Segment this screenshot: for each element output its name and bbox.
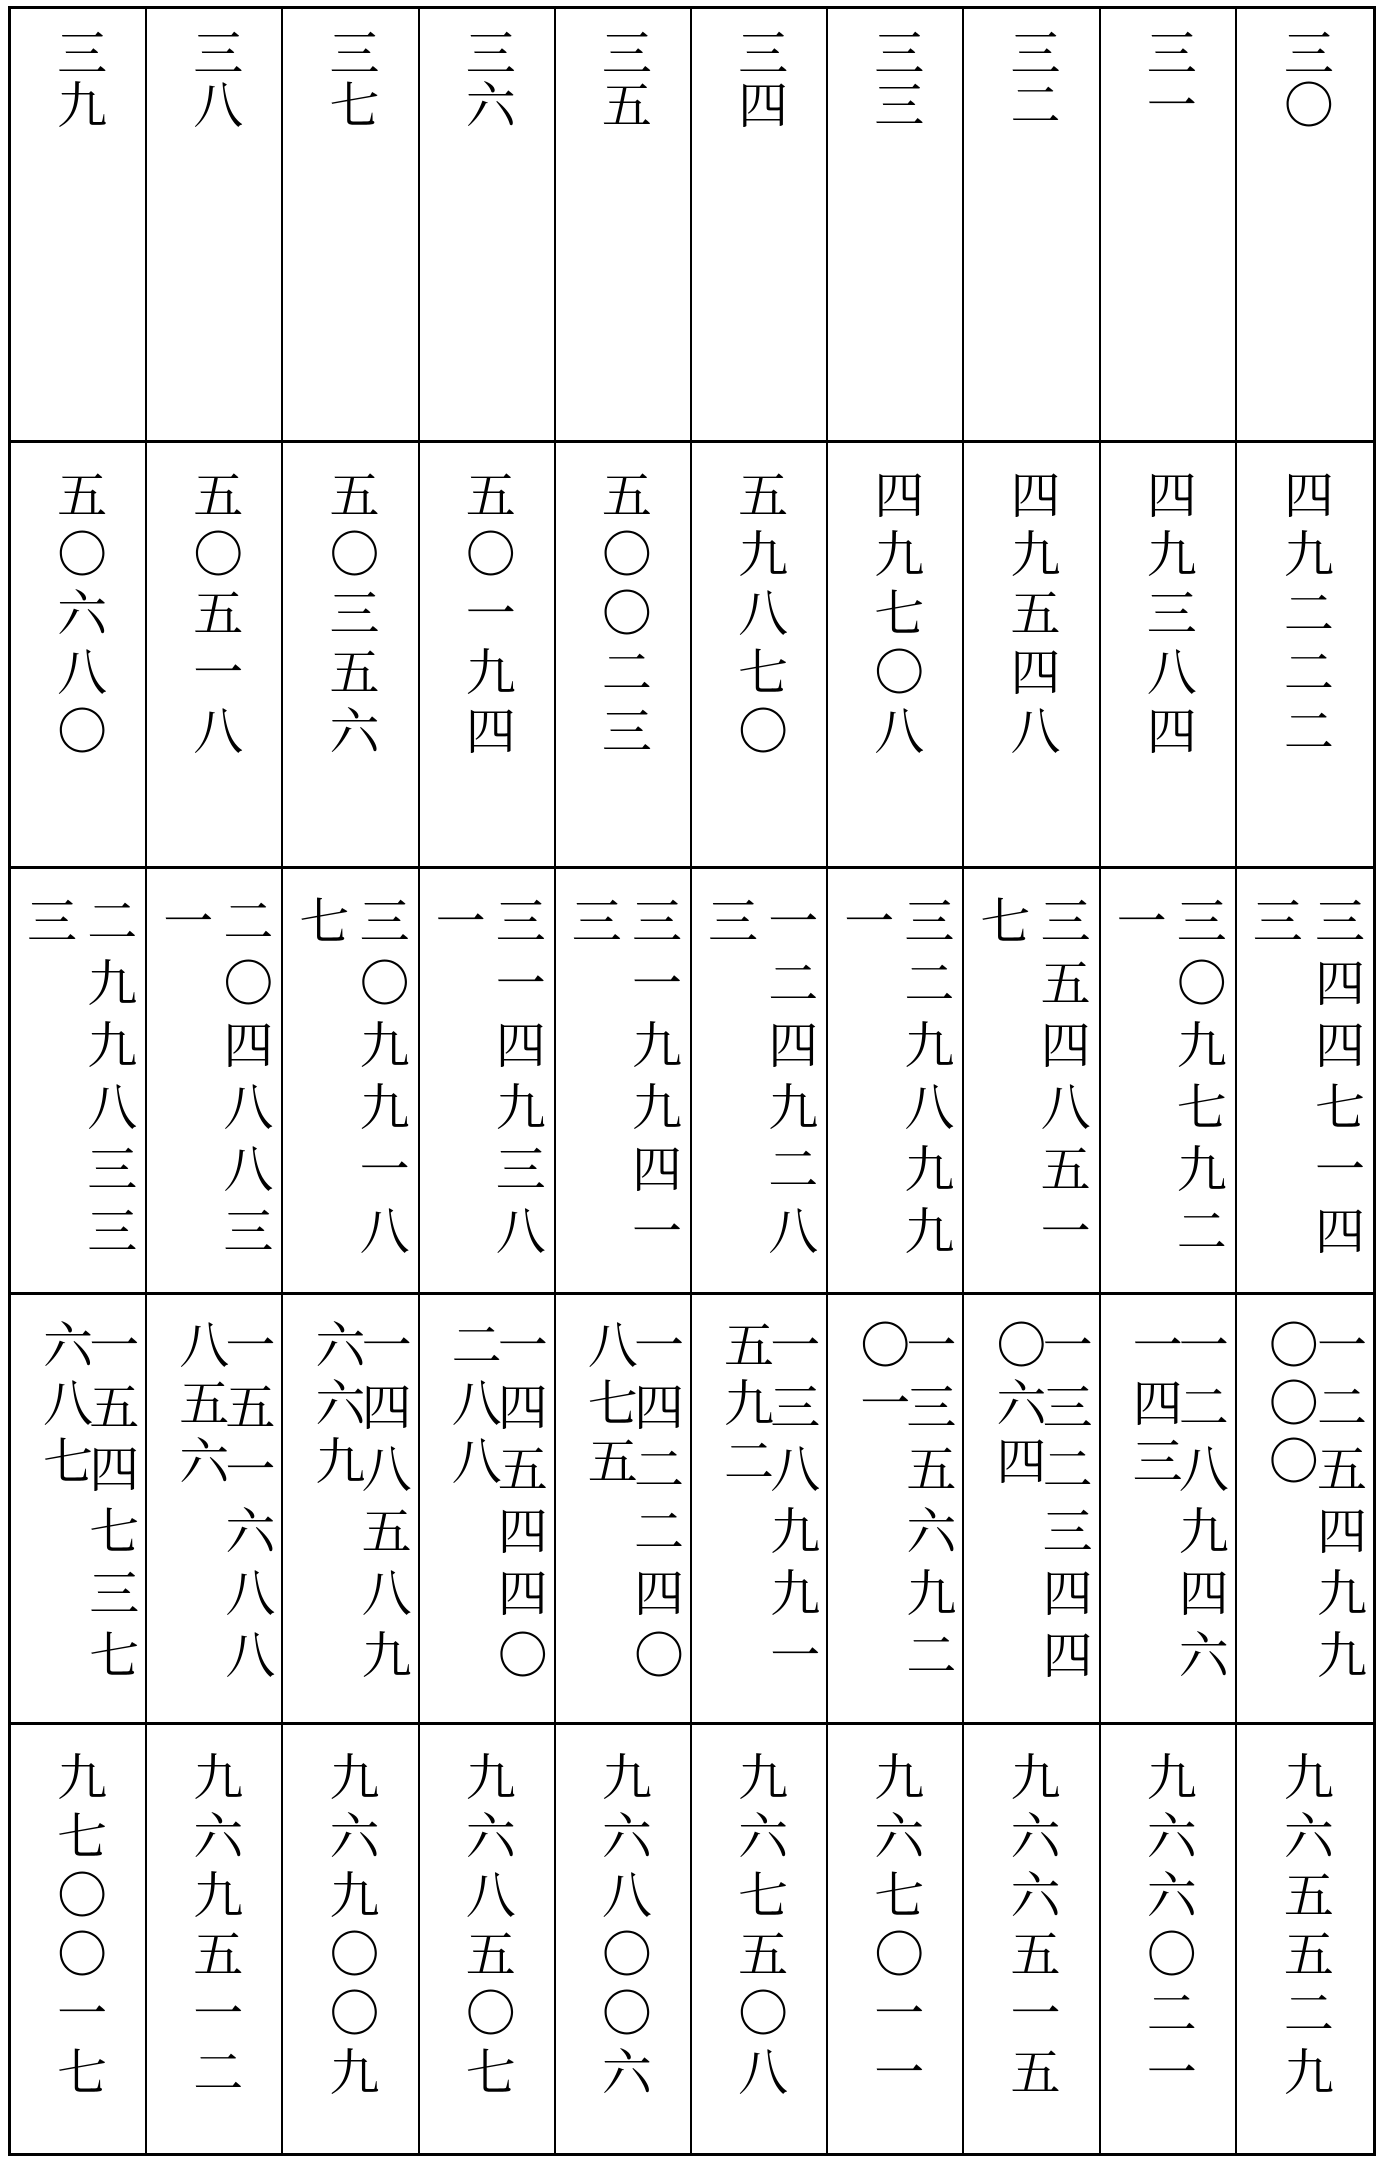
cell-text: 三三: [866, 27, 925, 131]
cell-text: 九六七五〇八: [730, 1751, 789, 2105]
cell-text: 五〇三五六: [321, 469, 380, 764]
table-cell: [692, 1725, 828, 2153]
cell-text: 五〇〇二三: [593, 469, 652, 764]
table-cell: [828, 443, 964, 869]
cell-text: 二九九八三三: [79, 895, 138, 1267]
cell-text: 九六八〇〇六: [593, 1751, 652, 2105]
table-cell: [964, 1725, 1100, 2153]
cell-text: 五〇一九四: [457, 469, 516, 764]
table-cell: [1237, 443, 1373, 869]
table-cell: [1101, 1725, 1237, 2153]
cell-text: 四九三八四: [1138, 469, 1197, 764]
cell-text: 二八八: [443, 1319, 502, 1493]
table-cell: [11, 1725, 147, 2153]
cell-text: 一: [836, 895, 895, 957]
cell-text: 九七〇〇一七: [49, 1751, 108, 2105]
cell-text: 三〇: [1275, 27, 1334, 131]
cell-text: 一四二二四〇: [625, 1319, 684, 1691]
table-cell: [828, 1295, 964, 1725]
table-cell: [828, 869, 964, 1295]
table-cell: [420, 9, 556, 443]
cell-text: 三一四九三八: [487, 895, 546, 1267]
cell-text: 一二五四九九: [1308, 1319, 1367, 1691]
table-cell: [964, 1295, 1100, 1725]
table-cell: [11, 1295, 147, 1725]
table-cell: [1101, 869, 1237, 1295]
cell-text: 三四四七一四: [1306, 895, 1365, 1267]
cell-text: 九六七〇一一: [866, 1751, 925, 2105]
table-cell: [556, 9, 692, 443]
table-cell: [283, 1725, 419, 2153]
cell-text: 三八: [185, 27, 244, 131]
cell-text: 六六九: [307, 1319, 366, 1493]
table-cell: [964, 9, 1100, 443]
table-cell: [420, 443, 556, 869]
table-cell: [283, 869, 419, 1295]
table-cell: [556, 869, 692, 1295]
cell-text: 三〇九七九二: [1168, 895, 1227, 1267]
cell-text: 三: [19, 895, 77, 957]
cell-text: 五〇六八〇: [49, 469, 108, 764]
table-cell: [147, 443, 283, 869]
table-cell: [147, 9, 283, 443]
cell-text: 一五一六八八: [217, 1319, 276, 1691]
cell-text: 九六九五一二: [185, 1751, 244, 2105]
cell-text: 七: [291, 895, 350, 957]
cell-text: 三六: [457, 27, 516, 131]
cell-text: 五〇五一八: [185, 469, 244, 764]
table-cell: [556, 1295, 692, 1725]
table-cell: [692, 1295, 828, 1725]
cell-text: 九六六五一五: [1002, 1751, 1061, 2105]
cell-text: 四九二二二: [1275, 469, 1334, 764]
cell-text: 五九二: [715, 1319, 774, 1493]
cell-text: 一二八九四六: [1170, 1319, 1229, 1691]
cell-text: 九六九〇〇九: [321, 1751, 380, 2105]
cell-text: 九六八五〇七: [457, 1751, 516, 2105]
table-cell: [147, 1725, 283, 2153]
cell-text: 三五: [593, 27, 652, 131]
table-cell: [964, 869, 1100, 1295]
table-cell: [556, 1725, 692, 2153]
table-cell: [1237, 9, 1373, 443]
cell-text: 三一九九四一: [623, 895, 682, 1267]
cell-text: 一: [427, 895, 486, 957]
cell-text: 一三二三四四: [1034, 1319, 1093, 1691]
cell-text: 〇六四: [988, 1319, 1047, 1493]
table-cell: [147, 1295, 283, 1725]
cell-text: 一四五四四〇: [489, 1319, 548, 1691]
cell-text: 五九八七〇: [730, 469, 789, 764]
table-cell: [420, 1295, 556, 1725]
cell-text: 一五四七三七: [81, 1319, 140, 1691]
cell-text: 三: [699, 895, 758, 957]
table-cell: [1237, 1725, 1373, 2153]
table-cell: [147, 869, 283, 1295]
table-cell: [11, 9, 147, 443]
cell-text: 一二四九二八: [760, 895, 819, 1267]
cell-text: 三: [1244, 895, 1303, 957]
cell-text: 三五四八五一: [1032, 895, 1091, 1267]
cell-text: 一四三: [1124, 1319, 1183, 1493]
cell-text: 〇一: [852, 1319, 911, 1435]
cell-text: 三九: [49, 27, 108, 131]
cell-text: 〇〇〇: [1260, 1319, 1319, 1493]
table-cell: [1101, 9, 1237, 443]
table-cell: [283, 9, 419, 443]
cell-text: 一: [155, 895, 214, 957]
cell-text: 一三八九九一: [762, 1319, 821, 1691]
table-cell: [692, 443, 828, 869]
table-cell: [11, 443, 147, 869]
cell-text: 一三五六九二: [898, 1319, 957, 1691]
table-cell: [1237, 869, 1373, 1295]
table-cell: [283, 1295, 419, 1725]
cell-text: 三七: [321, 27, 380, 131]
cell-text: 八五六: [171, 1319, 230, 1493]
cell-text: 三一: [1138, 27, 1197, 131]
table-cell: [420, 869, 556, 1295]
cell-text: 九六五五二九: [1275, 1751, 1334, 2105]
cell-text: 三二九八九九: [896, 895, 955, 1267]
cell-text: 九六六〇二一: [1138, 1751, 1197, 2105]
table-cell: [556, 443, 692, 869]
numeric-table: [8, 6, 1376, 2156]
table-cell: [1101, 1295, 1237, 1725]
cell-text: 六八七: [35, 1319, 93, 1493]
cell-text: 三四: [730, 27, 789, 131]
cell-text: 七: [972, 895, 1031, 957]
table-cell: [1101, 443, 1237, 869]
table-cell: [692, 9, 828, 443]
cell-text: 三〇九九一八: [351, 895, 410, 1267]
cell-text: 八七五: [579, 1319, 638, 1493]
cell-text: 二〇四八八三: [215, 895, 274, 1267]
table-cell: [828, 9, 964, 443]
cell-text: 三二: [1002, 27, 1061, 131]
table-cell: [420, 1725, 556, 2153]
table-cell: [692, 869, 828, 1295]
cell-text: 三: [563, 895, 622, 957]
table-cell: [1237, 1295, 1373, 1725]
table-cell: [11, 869, 147, 1295]
table-cell: [828, 1725, 964, 2153]
cell-text: 一: [1108, 895, 1167, 957]
table-cell: [283, 443, 419, 869]
cell-text: 四九五四八: [1002, 469, 1061, 764]
cell-text: 一四八五八九: [353, 1319, 412, 1691]
table-cell: [964, 443, 1100, 869]
cell-text: 四九七〇八: [866, 469, 925, 764]
